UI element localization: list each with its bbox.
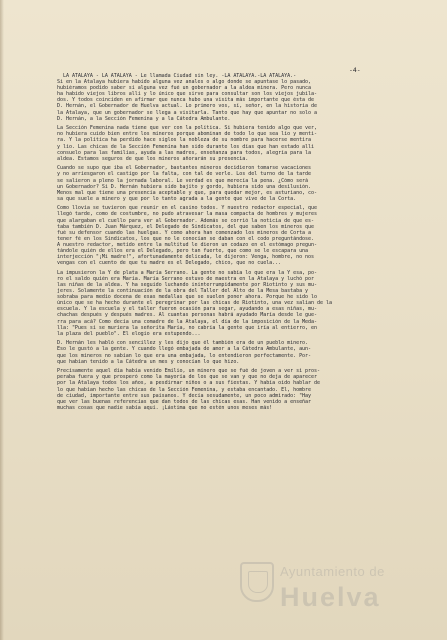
text-line: Eso le gustó a la gente. Y cuando llegó embajada de amor a la Cátedra Ambulante, aun- [57, 346, 312, 353]
text-line: y no arriesgaron el castigo por la falta, con tal de verle. Los del turno de la tarde [57, 171, 312, 178]
text-line: ro el saldo quién era María. María Serrano estuvo de maestra en la Atalaya y luchó por [57, 275, 315, 282]
text-line: rra para acá? Como decía una comadre de la Atalaya, el día de la imposición de la Meda- [57, 318, 317, 325]
text-line: hubiéramos podido saber si alguna vez fué un gobernador a la aldea minera. Pero nunca [57, 85, 312, 92]
text-line: la Atalaya, que un gobernador se llega a visitarla. Tanto que hay que apuntar no solo a [57, 109, 317, 116]
text-line: un Gobernador? Si D. Hernán hubiera sido bajito y gordo, hubiera sido una desilusión. [57, 183, 312, 190]
text-line: lo que habían hecho las chicas de la Sección Femenina, y estaba encantado. Él, hombre [57, 386, 312, 393]
paragraph [57, 340, 393, 364]
text-line: Como llovía se tuvieron que reunir en el casino todos. Y nuestro redactor especial, que [57, 205, 317, 212]
text-line: llegó tarde, como de costumbre, no pudo atravesar la masa compacta de hombres y mujeres [57, 211, 317, 218]
text-line: La Sección Femenina nada tiene que ver con la política. Si hubiera tenido algo que ver, [57, 125, 317, 132]
page-number: -4- [349, 66, 361, 74]
coat-of-arms-watermark-icon [240, 562, 274, 602]
text-line: La impusieron la Y de plata a María Serrano. La gente no sabía lo que era la Y esa, po- [57, 269, 317, 276]
text-line: que ver las buenas referencias que dan todos de las chicas esas. Han venido a enseñar [57, 398, 312, 405]
text-line: único que se ha hecho durante el peregrinar por las chicas de Riotinto, una vez salían de la [57, 300, 332, 307]
text-line: A nuestro redactor, metido entre la multitud le dieron un codazo en el estómago pregun- [57, 241, 317, 248]
paragraph [57, 368, 393, 411]
text-line: chachas después y después madres. Al cuantas personas habrá ayudado María desde le gue- [57, 312, 317, 319]
text-line: Si en la Atalaya hubiera habido alguna vez anales o algo donde se apuntase lo pasado, [57, 79, 312, 86]
text-line: que alargaban el cuello para ver al Gobernador. Además se corrió la noticia de que es- [57, 217, 315, 224]
text-line: LA ATALAYA - LA ATALAYA - Le llamada Ciudad sin ley. -LA ATALAYA.-LA ATALAYA.- [57, 73, 297, 79]
text-line: lla: "Pues si se muriera la señorita María, no cabría la gente que iría al entierro, en [57, 324, 317, 331]
text-line: no hubiera cuido bien entre los mineros porque abominan de todo lo que sea lío y menti- [57, 131, 317, 138]
text-line: por la Atalaya todos los años, a pesdirnar niños o a sus fiestas. Y había oído hablar de [57, 380, 320, 387]
text-line: que habían tenido a la Cátedra un mes y conocían lo que hizo. [57, 358, 240, 365]
text-line: fué su defensor cuando las huelgas. Y como ahora han comenzado los mineros de Corta a [57, 229, 312, 236]
text-line: escuela. Y la escuela y el taller fueron ocasión para segar, ayudando a esas niñas, mu- [57, 306, 317, 313]
text-line: dos. Y todos coinciden en afirmar que nunca hubo una visita más importante que ésta de [57, 97, 315, 104]
text-line: y lío. Las chicas de la Sección Femenina han sido durante los días que han estado allí [57, 143, 315, 150]
text-line: D. Hernán, a la Sección Femenina y a la Cátedra Ambulante. [57, 115, 231, 122]
text-line: taba también D. Juan Márquez, el Delegado de Sindicatos, del que saben los mineros que [57, 223, 315, 230]
text-line: ha habido viejos libros allí y lo único que sirve para consultar son los viejos jubila- [57, 91, 317, 98]
text-line: las niñas de la aldea. Y ha seguido luchando ininterrumpidamente por Riotinto y sus mu- [57, 282, 317, 288]
text-line: peraba fuera y que prosperó como la mayoría de los que se van y que no deja de aparecer [57, 374, 317, 381]
text-line: se salieron a pleno la jornada laboral. Le verdad es que merecía la pena. ¿Cómo será [57, 177, 309, 184]
text-line: vengas con el cuento de que tu madre es el Delegado, chico, que no cuela... [57, 260, 282, 267]
paragraph [57, 270, 393, 337]
text-line: tener fé en los Sindicatos, los que no le conocían se daban con el codo preguntándose. [57, 235, 315, 242]
text-line: de ciudad, importante entre sus paisanos. Y decía sesudamente, un poco admirado: "Hay [57, 392, 312, 399]
text-line: que los mineros no sabían lo que era una embajada, lo entendieron perfectamente. Por- [57, 352, 312, 359]
text-line: ra. Y la política ha perdido hace siglos la nobleza de su nombre para hacerse mentira [57, 137, 312, 144]
paragraph [57, 125, 393, 162]
page-edge-shadow [0, 0, 4, 640]
text-line: interjección "¡Mi madre!", afortunadamente delicada, le dijeron: Venga, hombre, no nos [57, 254, 315, 261]
text-line: jeres. Solamente la continuación de la obra del Taller del Alto de la Mesa bastaba y [57, 288, 309, 295]
text-line: Menos mal que tiene una presencia aceptable y que, para quedar mejor, es asturiano, co- [57, 189, 317, 196]
text-line: D. Hernán, el Gobernador de Huelva actual. Lo primero vos, sí, señor, en la historia de [57, 103, 317, 110]
archive-watermark [240, 556, 420, 631]
text-line: consuelo para las familias, ayuda a las madres, enseñanza para todos, alegría para la [57, 149, 312, 156]
text-line: sa que suele a minero y que por lo tanto agrada a la gente que vive de la Corta. [57, 195, 297, 202]
typewritten-text-block [57, 73, 393, 411]
text-line: Cuando se supo que iba el Gobernador, bastantes mineros decidieron tomarse vacaciones [57, 165, 312, 172]
watermark-line-1: Ayuntamiento de [280, 564, 385, 579]
paragraph [57, 205, 393, 266]
title-paragraph [57, 73, 393, 122]
text-line: tándole quién de ellos era el Delegado, pero tan fuerte, que como se le escapara una [57, 248, 309, 255]
text-line: aldea. Estamos seguros de que los mineros añorarán su presencia. [57, 155, 249, 162]
text-line: la plaza del pueblo". El elogio era estupendo... [57, 330, 201, 337]
text-line: muchas cosas que nadie sabía aquí. ¡Lástima que no estén unos meses más! [57, 404, 273, 411]
watermark-line-2: Huelva [280, 582, 381, 612]
paragraph [57, 165, 393, 202]
text-line: sobraba para medio docena de esas medallas que se suelen poner ahora. Porque he sido lo [57, 294, 317, 301]
text-line: D. Hernán les habló con sencillez y les dijo que él también era de un pueblo minero. [57, 340, 309, 347]
text-line: Precisamente aquel día había venido Emilio, un minero que se fué de joven a ver si pros- [57, 368, 320, 375]
